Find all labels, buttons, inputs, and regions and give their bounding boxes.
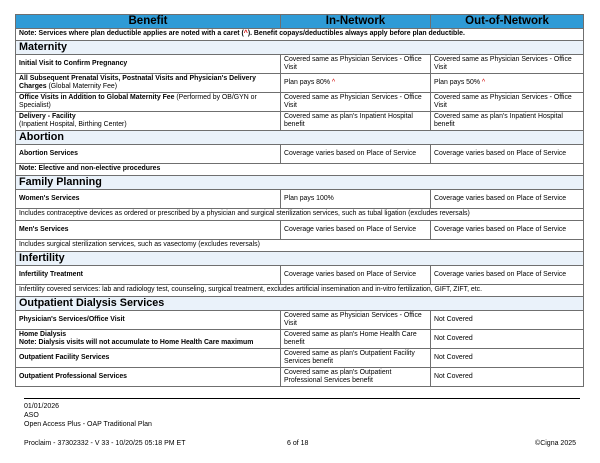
out-of-network-value: Coverage varies based on Place of Service — [431, 145, 584, 164]
benefit-name: Women's Services — [16, 190, 281, 209]
out-of-network-value: Plan pays 50% ^ — [431, 74, 584, 93]
in-network-value: Coverage varies based on Place of Service — [281, 266, 431, 285]
table-row — [16, 190, 584, 209]
benefit-name: Initial Visit to Confirm Pregnancy — [16, 55, 281, 74]
benefits-table — [15, 14, 584, 387]
in-network-value: Covered same as Physician Services - Office Visit — [281, 55, 431, 74]
table-row — [16, 240, 584, 252]
benefit-name: Men's Services — [16, 221, 281, 240]
footer-copyright: ©Cigna 2025 — [535, 440, 576, 447]
header-in-network: In-Network — [281, 15, 431, 29]
benefit-name: Infertility Treatment — [16, 266, 281, 285]
in-network-value: Covered same as plan's Outpatient Facility Services benefit — [281, 349, 431, 368]
table-row — [16, 285, 584, 297]
footer-page-number: 6 of 18 — [287, 440, 309, 447]
caret-symbol: ^ — [243, 30, 248, 38]
out-of-network-value: Covered same as Physician Services - Office Visit — [431, 93, 584, 112]
section-row — [16, 131, 584, 145]
footer-proclaim: Proclaim - 37302332 - V 33 - 10/20/25 05:18 PM ET — [24, 440, 186, 447]
in-network-value: Covered same as plan's Inpatient Hospital benefit — [281, 112, 431, 131]
table-row — [16, 330, 584, 349]
table-row — [16, 93, 584, 112]
benefit-name: Office Visits in Addition to Global Maternity Fee (Performed by OB/GYN or Specialist) — [16, 93, 281, 112]
section-row — [16, 41, 584, 55]
benefit-name: All Subsequent Prenatal Visits, Postnatal Visits and Physician's Delivery Charges (Global Maternity Fee) — [16, 74, 281, 93]
footer-date: 01/01/2026 — [24, 403, 60, 410]
footer-aso: ASO — [24, 412, 39, 419]
out-of-network-value: Coverage varies based on Place of Service — [431, 266, 584, 285]
header-benefit: Benefit — [16, 15, 281, 29]
section-title-maternity: Maternity — [16, 41, 584, 55]
table-row — [16, 266, 584, 285]
benefit-name: Physician's Services/Office Visit — [16, 311, 281, 330]
section-row — [16, 297, 584, 311]
out-of-network-value: Coverage varies based on Place of Service — [431, 221, 584, 240]
out-of-network-value: Coverage varies based on Place of Service — [431, 190, 584, 209]
table-row — [16, 368, 584, 387]
section-title-family-planning: Family Planning — [16, 176, 584, 190]
in-network-value: Plan pays 100% — [281, 190, 431, 209]
table-row — [16, 311, 584, 330]
table-header-row — [16, 15, 584, 29]
table-row — [16, 209, 584, 221]
header-out-of-network: Out-of-Network — [431, 15, 584, 29]
benefit-name: Home Dialysis Note: Dialysis visits will not accumulate to Home Health Care maximum — [16, 330, 281, 349]
in-network-value: Coverage varies based on Place of Service — [281, 221, 431, 240]
section-row — [16, 176, 584, 190]
benefit-name: Delivery - Facility (Inpatient Hospital, Birthing Center) — [16, 112, 281, 131]
table-row — [16, 349, 584, 368]
table-row — [16, 112, 584, 131]
benefit-name: Outpatient Professional Services — [16, 368, 281, 387]
table-row — [16, 164, 584, 176]
deductible-note: Note: Services where plan deductible applies are noted with a caret (^). Benefit copays/deductibles always apply before plan deductible. — [16, 29, 584, 41]
table-row — [16, 55, 584, 74]
note-row — [16, 29, 584, 41]
table-row — [16, 221, 584, 240]
mens-services-note: Includes surgical sterilization services, such as vasectomy (excludes reversals) — [16, 240, 584, 252]
table-row — [16, 74, 584, 93]
in-network-value: Covered same as Physician Services - Office Visit — [281, 93, 431, 112]
out-of-network-value: Not Covered — [431, 349, 584, 368]
benefits-table-container — [15, 14, 583, 387]
section-row — [16, 252, 584, 266]
benefit-name: Outpatient Facility Services — [16, 349, 281, 368]
in-network-value: Plan pays 80% ^ — [281, 74, 431, 93]
footer-divider — [24, 398, 580, 399]
out-of-network-value: Covered same as Physician Services - Office Visit — [431, 55, 584, 74]
womens-services-note: Includes contraceptive devices as ordered or prescribed by a physician and surgical sterilization services, such as tubal ligation (excludes reversals) — [16, 209, 584, 221]
in-network-value: Covered same as Physician Services - Office Visit — [281, 311, 431, 330]
in-network-value: Covered same as plan's Outpatient Professional Services benefit — [281, 368, 431, 387]
out-of-network-value: Not Covered — [431, 330, 584, 349]
out-of-network-value: Not Covered — [431, 311, 584, 330]
table-row — [16, 145, 584, 164]
out-of-network-value: Covered same as plan's Inpatient Hospital benefit — [431, 112, 584, 131]
out-of-network-value: Not Covered — [431, 368, 584, 387]
section-title-dialysis: Outpatient Dialysis Services — [16, 297, 584, 311]
infertility-note: Infertility covered services: lab and radiology test, counseling, surgical treatment, excludes artificial insemination and in-vitro fertilization, GIFT, ZIFT, etc. — [16, 285, 584, 297]
in-network-value: Covered same as plan's Home Health Care benefit — [281, 330, 431, 349]
abortion-note: Note: Elective and non-elective procedures — [16, 164, 584, 176]
footer-plan-name: Open Access Plus - OAP Traditional Plan — [24, 421, 152, 428]
section-title-abortion: Abortion — [16, 131, 584, 145]
in-network-value: Coverage varies based on Place of Service — [281, 145, 431, 164]
benefit-name: Abortion Services — [16, 145, 281, 164]
section-title-infertility: Infertility — [16, 252, 584, 266]
